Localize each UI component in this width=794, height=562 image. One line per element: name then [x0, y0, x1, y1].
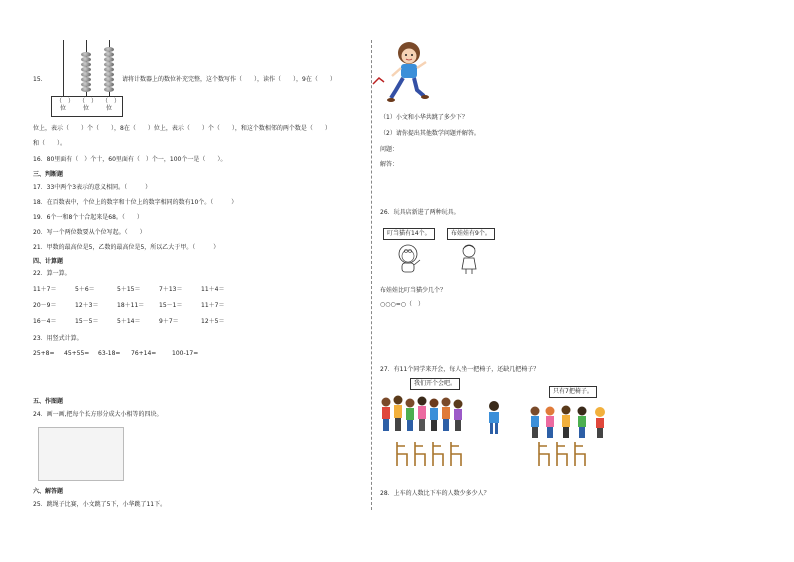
- q26-question: 布娃娃比叮当猫少几个？: [380, 287, 447, 294]
- vertical-calc-item: 100-17=: [172, 350, 199, 357]
- q25-part2: （2）请你提出其他数学问题并解答。: [380, 130, 480, 137]
- calc-item: 12＋3＝: [75, 302, 99, 309]
- q22-text: 22．算一算。: [33, 270, 71, 277]
- calc-item: 20－9＝: [33, 302, 57, 309]
- speech-bubble-meeting: 我们开个会吧。: [410, 378, 460, 390]
- place-label-ones: [102, 98, 121, 112]
- doll-toy-illustration: [458, 243, 480, 275]
- speech-bubble-doraemon: 叮当猫有14个。: [383, 228, 435, 240]
- q15-text: 请将计数器上的数位补充完整，这个数写作（ ），读作（ ），9在（ ）: [122, 76, 336, 83]
- calc-item: 5＋14＝: [117, 318, 141, 325]
- abacus-bead: [81, 87, 91, 92]
- vertical-calc-item: 25+8=: [33, 350, 55, 357]
- place-label-tens: [79, 98, 98, 112]
- q23-text: 23．用竖式计算。: [33, 335, 83, 342]
- calc-item: 15－5＝: [75, 318, 99, 325]
- children-group-illustration: [380, 394, 464, 438]
- q21-text: 21．甲数的最高位是5，乙数的最高位是5，所以乙大于甲。（ ）: [33, 244, 220, 251]
- drawing-rectangle: [38, 427, 124, 481]
- q16-text: 16．80里面有（ ）个十，60里面有（ ）个一，100个一是（ ）。: [33, 156, 227, 163]
- calc-item: 5＋15＝: [117, 286, 141, 293]
- q26-formula: ○○○=○（ ）: [380, 301, 424, 308]
- q26-text: 26．玩具店新进了两种玩具。: [380, 209, 460, 216]
- q27-text: 27．有11个同学来开会，每人坐一把椅子，还缺几把椅子？: [380, 366, 540, 373]
- place-label-text: （ ）位: [56, 98, 75, 112]
- abacus-bead: [104, 87, 114, 92]
- vertical-calc-item: 76+14=: [131, 350, 157, 357]
- doraemon-toy-illustration: [393, 243, 423, 275]
- q15-continued: 位上，表示（ ）个（ ），8在（ ）位上，表示（ ）个（ ），和这个数相邻的两个数是（ ）: [33, 125, 331, 132]
- section-judgement-heading: 三、判断题: [33, 171, 64, 178]
- q25-part1: （1）小文和小华共跳了多少下？: [380, 114, 468, 121]
- vertical-calc-item: 63-18=: [98, 350, 121, 357]
- chairs-right-illustration: [536, 440, 594, 468]
- q25-text: 25．跳绳子比赛，小文跳了5下，小华跳了11下。: [33, 501, 167, 508]
- calc-item: 9＋7＝: [159, 318, 179, 325]
- question-label: 问题：: [380, 146, 399, 153]
- calc-item: 5＋6＝: [75, 286, 95, 293]
- q18-text: 18．在百数表中，个位上的数字和十位上的数字相同的数有10个。（ ）: [33, 199, 238, 206]
- section-calculation-heading: 四、计算题: [33, 258, 64, 265]
- q19-text: 19．6个一和8个十合起来是68。（ ）: [33, 214, 143, 221]
- calc-item: 11＋4＝: [201, 286, 225, 293]
- q17-text: 17．33中两个3表示的意义相同。（ ）: [33, 184, 152, 191]
- calc-item: 11＋7＝: [201, 302, 225, 309]
- q24-text: 24．画一画,把每个长方形分成大小相等的四块。: [33, 411, 163, 418]
- q20-text: 20．写一个两位数要从个位写起。（ ）: [33, 229, 146, 236]
- place-label-text: （ ）位: [79, 98, 98, 112]
- child-standing-illustration: [486, 400, 502, 436]
- column-divider: [371, 40, 372, 510]
- answer-label: 解答：: [380, 161, 399, 168]
- calc-item: 15－1＝: [159, 302, 183, 309]
- calc-item: 18＋11＝: [117, 302, 145, 309]
- calc-item: 16－4＝: [33, 318, 57, 325]
- q28-text: 28．上车的人数比下车的人数少多少人？: [380, 490, 490, 497]
- jumping-boy-illustration: [386, 40, 432, 106]
- section-word-problems-heading: 六、解答题: [33, 488, 64, 495]
- calc-item: 12＋5＝: [201, 318, 225, 325]
- children-group-right-illustration: [528, 404, 610, 440]
- section-drawing-heading: 五、作图题: [33, 398, 64, 405]
- q15-number: 15.: [33, 76, 43, 83]
- abacus-rod-left: [63, 40, 64, 96]
- place-label-text: （ ）位: [102, 98, 121, 112]
- chairs-left-illustration: [394, 440, 468, 468]
- calc-item: 7＋13＝: [159, 286, 183, 293]
- speech-bubble-chairs: 只有7把椅子。: [549, 386, 597, 398]
- q15-continued-2: 和（ ）。: [33, 140, 67, 147]
- speech-bubble-doll: 布娃娃有9个。: [447, 228, 495, 240]
- calc-item: 11＋7＝: [33, 286, 57, 293]
- vertical-calc-item: 45+55=: [64, 350, 90, 357]
- jump-rope-handle-icon: [372, 76, 386, 86]
- place-label-hundreds: [56, 98, 75, 112]
